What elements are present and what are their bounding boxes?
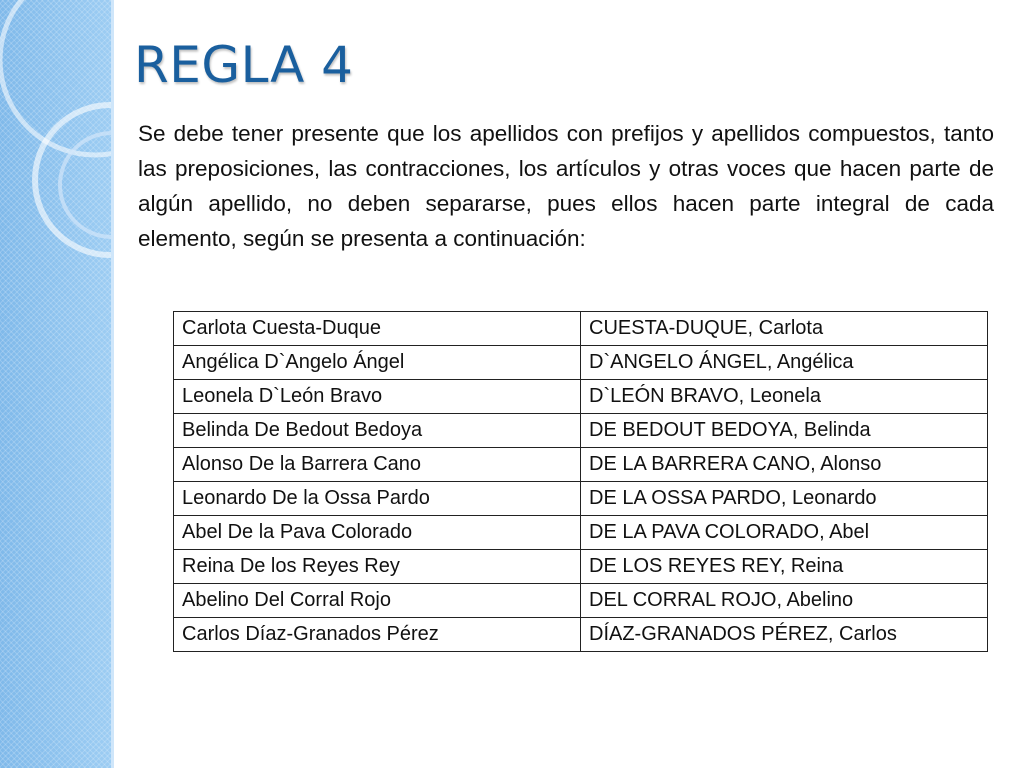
name-cell: Leonela D`León Bravo [174, 380, 581, 414]
name-cell: Belinda De Bedout Bedoya [174, 414, 581, 448]
formatted-name-cell: CUESTA-DUQUE, Carlota [581, 312, 988, 346]
slide-title: REGLA 4 [134, 36, 354, 94]
decorative-rings [0, 0, 113, 768]
table-row [174, 346, 988, 380]
table-row [174, 380, 988, 414]
table-row [174, 516, 988, 550]
formatted-name-cell: DE LA PAVA COLORADO, Abel [581, 516, 988, 550]
rule-paragraph: Se debe tener presente que los apellidos con prefijos y apellidos compuestos, tanto las preposiciones, las contracciones, los artículos y otras voces que hacen parte de algún apellido, no deben separarse, pues ellos hacen parte integral de cada elemento, según se presenta a continuación: [138, 121, 994, 251]
formatted-name-cell: D`ANGELO ÁNGEL, Angélica [581, 346, 988, 380]
formatted-name-cell: DEL CORRAL ROJO, Abelino [581, 584, 988, 618]
table-row [174, 550, 988, 584]
side-band-edge [111, 0, 114, 768]
formatted-name-cell: DE LA OSSA PARDO, Leonardo [581, 482, 988, 516]
decorative-side-band [0, 0, 113, 768]
formatted-name-cell: DE BEDOUT BEDOYA, Belinda [581, 414, 988, 448]
formatted-name-cell: DE LOS REYES REY, Reina [581, 550, 988, 584]
table-row [174, 618, 988, 652]
formatted-name-cell: D`LEÓN BRAVO, Leonela [581, 380, 988, 414]
name-cell: Angélica D`Angelo Ángel [174, 346, 581, 380]
table-row [174, 584, 988, 618]
table-row [174, 414, 988, 448]
name-cell: Reina De los Reyes Rey [174, 550, 581, 584]
name-cell: Alonso De la Barrera Cano [174, 448, 581, 482]
table-row [174, 312, 988, 346]
formatted-name-cell: DÍAZ-GRANADOS PÉREZ, Carlos [581, 618, 988, 652]
table-row [174, 482, 988, 516]
table-row [174, 448, 988, 482]
surname-examples-table [173, 311, 988, 652]
formatted-name-cell: DE LA BARRERA CANO, Alonso [581, 448, 988, 482]
name-cell: Leonardo De la Ossa Pardo [174, 482, 581, 516]
name-cell: Carlota Cuesta-Duque [174, 312, 581, 346]
name-cell: Abel De la Pava Colorado [174, 516, 581, 550]
name-cell: Abelino Del Corral Rojo [174, 584, 581, 618]
name-cell: Carlos Díaz-Granados Pérez [174, 618, 581, 652]
